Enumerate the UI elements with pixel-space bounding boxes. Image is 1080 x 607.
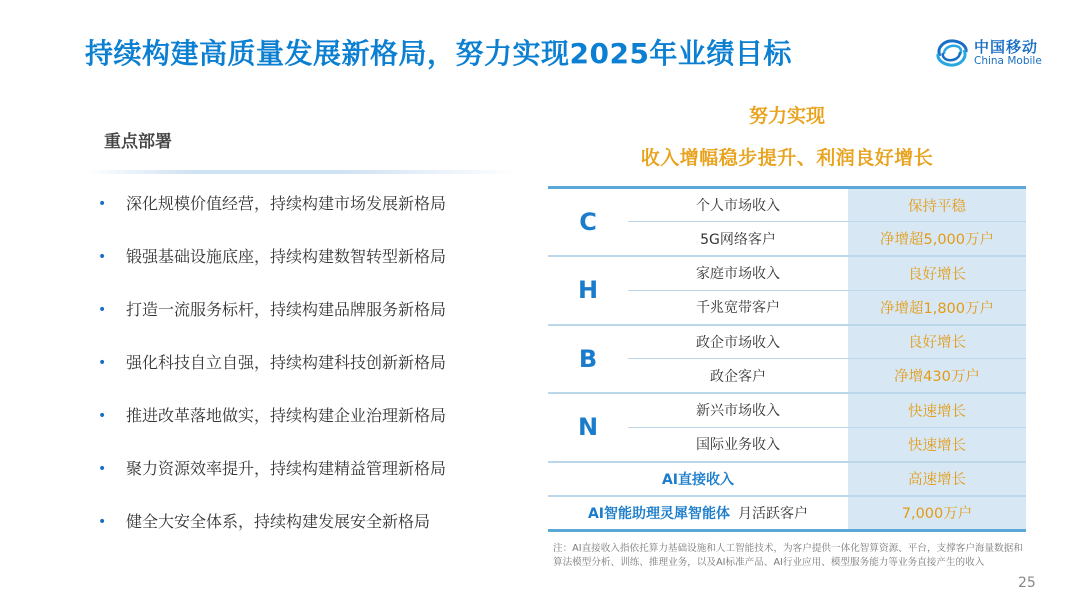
list-item-text: 深化规模价值经营，持续构建市场发展新格局 [126, 194, 447, 213]
goal-subheading: 收入增幅稳步提升、利润良好增长 [640, 147, 934, 169]
list-item [98, 296, 446, 349]
table-row [548, 325, 1026, 359]
logo-english-name: China Mobile [974, 55, 1042, 67]
list-item-text: 打造一流服务标杆，持续构建品牌服务新格局 [126, 300, 447, 319]
segment-letter-h: H [548, 256, 628, 325]
metric-target: 良好增长 [848, 256, 1026, 290]
ai-revenue-label: AI直接收入 [548, 462, 848, 496]
bullet-icon: • [98, 302, 107, 318]
bullet-icon: • [98, 196, 107, 212]
bullet-icon: • [98, 514, 107, 530]
metric-target: 净增超1,800万户 [848, 290, 1026, 324]
page-title: 持续构建高质量发展新格局，努力实现2025年业绩目标 [85, 37, 792, 70]
metric-label: 5G网络客户 [628, 222, 848, 256]
list-item [98, 349, 446, 402]
list-item [98, 243, 446, 296]
segment-letter-n: N [548, 393, 628, 462]
segment-letter-c: C [548, 188, 628, 257]
metric-target: 良好增长 [848, 325, 1026, 359]
footnote: 注：AI直接收入指依托算力基础设施和人工智能技术，为客户提供一体化智算资源、平台，支撑客户海量数据和算法模型分析、训练、推理业务，以及AI标准产品、AI行业应用、模型服务能力等业务直接产生的收入 [553, 543, 1023, 568]
metric-target: 快速增长 [848, 393, 1026, 427]
list-item [98, 402, 446, 455]
list-item [98, 455, 446, 508]
list-item [98, 190, 446, 243]
list-item [98, 508, 446, 561]
metric-target: 净增超5,000万户 [848, 222, 1026, 256]
list-item-text: 锻强基础设施底座，持续构建数智转型新格局 [126, 247, 447, 266]
metric-label: 家庭市场收入 [628, 256, 848, 290]
china-mobile-logo [934, 34, 1054, 74]
logo-chinese-name: 中国移动 [974, 38, 1039, 56]
list-item-text: 推进改革落地做实，持续构建企业治理新格局 [126, 406, 447, 425]
list-item-text: 聚力资源效率提升，持续构建精益管理新格局 [126, 459, 447, 478]
china-mobile-logo-icon [934, 36, 970, 70]
metric-target: 净增430万户 [848, 359, 1026, 393]
deployment-list [98, 190, 446, 561]
table-row [548, 462, 1026, 496]
bullet-icon: • [98, 355, 107, 371]
table-row [548, 256, 1026, 290]
ai-revenue-target: 高速增长 [848, 462, 1026, 496]
section-heading: 重点部署 [104, 132, 172, 152]
table-row [548, 393, 1026, 427]
metric-target: 快速增长 [848, 427, 1026, 461]
list-item-text: 强化科技自立自强，持续构建科技创新新格局 [126, 353, 447, 372]
list-item-text: 健全大安全体系，持续构建发展安全新格局 [126, 512, 431, 531]
bullet-icon: • [98, 249, 107, 265]
table-row [548, 496, 1026, 530]
ai-agent-cell [548, 496, 848, 530]
ai-agent-target: 7,000万户 [848, 496, 1026, 530]
metric-label: 新兴市场收入 [628, 393, 848, 427]
section-divider [86, 170, 516, 174]
metric-target: 保持平稳 [848, 188, 1026, 222]
table-row [548, 188, 1026, 222]
ai-agent-label: AI智能助理灵犀智能体 [587, 505, 731, 522]
segment-letter-b: B [548, 325, 628, 394]
metric-label: 政企市场收入 [628, 325, 848, 359]
page-number: 25 [1018, 575, 1036, 591]
bullet-icon: • [98, 461, 107, 477]
goal-heading: 努力实现 [748, 105, 825, 127]
ai-agent-metric: 月活跃客户 [738, 505, 809, 522]
targets-table [548, 186, 1026, 532]
metric-label: 政企客户 [628, 359, 848, 393]
bullet-icon: • [98, 408, 107, 424]
metric-label: 个人市场收入 [628, 188, 848, 222]
metric-label: 千兆宽带客户 [628, 290, 848, 324]
metric-label: 国际业务收入 [628, 427, 848, 461]
